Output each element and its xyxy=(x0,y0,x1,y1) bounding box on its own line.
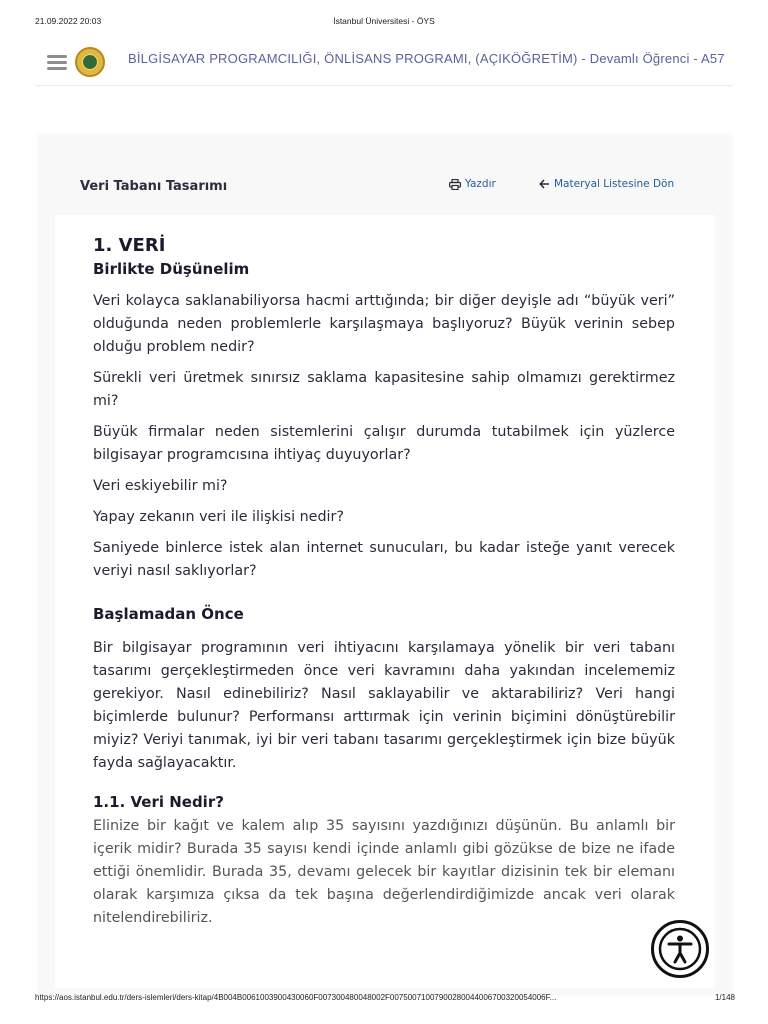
printer-icon xyxy=(449,179,461,190)
paragraph: Sürekli veri üretmek sınırsız saklama kapasitesine sahip olmamızı gerektirmez mi? xyxy=(93,370,675,409)
back-label: Materyal Listesine Dön xyxy=(554,178,675,190)
paragraph: Yapay zekanın veri ile ilişkisi nedir? xyxy=(93,509,344,525)
paragraph: Veri kolayca saklanabiliyorsa hacmi arttığında; bir diğer deyişle adı “büyük veri” olduğunda neden problemlerle karşılaşmaya başlıyoruz? Büyük verinin sebep olduğu problem nedir? xyxy=(93,293,675,355)
print-header xyxy=(0,16,768,30)
section2-paragraph: Bir bilgisayar programının veri ihtiyacını karşılamaya yönelik bir veri tabanı tasarımı gerçekleştirmeden önce veri kavramını daha yakından incelememiz gerekiyor. Nasıl edinebiliriz? Nasıl saklayabilir ve aktarabiliriz? Veri hangi biçimlerde bulunur? Performansı arttırmak için verinin biçimini dönüştürebilir miyiz? Veriyi tanımak, iyi bir veri tabanı tasarımı gerçekleştirmek için bize büyük fayda sağlayacaktır. xyxy=(93,640,675,771)
section2-heading: Başlamadan Önce xyxy=(93,605,244,623)
arrow-left-icon xyxy=(539,179,550,189)
section-heading: 1. VERİ xyxy=(93,235,166,256)
university-logo[interactable] xyxy=(75,47,105,77)
print-button[interactable] xyxy=(449,178,496,190)
section3-paragraph: Elinize bir kağıt ve kalem alıp 35 sayısını yazdığınızı düşünün. Bu anlamlı bir içerik midir? Burada 35 sayısı kendi içinde anlamlı gibi gözükse de bize ne ifade ettiği önemlidir. Burada 35, devamı gelecek bir kayıtlar dizisinin tek bir elemanı olarak karşımıza çıksa da tek başına değerlendirdiğimizde ancak veri olarak nitelendirebiliriz. xyxy=(93,818,675,926)
paragraph: Saniyede binlerce istek alan internet sunucuları, bu kadar isteğe yanıt verecek veriyi nasıl saklıyorlar? xyxy=(93,540,675,579)
program-title: BİLGİSAYAR PROGRAMCILIĞI, ÖNLİSANS PROGRAMI, (AÇIKÖĞRETİM) - Devamlı Öğrenci - A57 xyxy=(128,51,725,66)
material-title: Veri Tabanı Tasarımı xyxy=(80,179,228,194)
page-number: 1/148 xyxy=(714,993,735,1002)
print-date: 21.09.2022 20:03 xyxy=(35,16,102,26)
top-bar xyxy=(35,40,733,86)
paragraph: Veri eskiyebilir mi? xyxy=(93,478,228,494)
paragraph: Büyük firmalar neden sistemlerini çalışır durumda tutabilmek için yüzlerce bilgisayar programcısına ihtiyaç duyuyorlar? xyxy=(93,424,675,463)
content-area xyxy=(55,215,715,988)
section3-heading: 1.1. Veri Nedir? xyxy=(93,793,224,811)
page-url: https://aos.istanbul.edu.tr/ders-islemleri/ders-kitap/4B004B0061003900430060F007300480048002F00750071007900280044006700320054006F... xyxy=(35,993,557,1002)
print-label: Yazdır xyxy=(465,178,496,190)
section-subheading: Birlikte Düşünelim xyxy=(93,260,250,278)
accessibility-button[interactable] xyxy=(651,920,709,978)
print-title: İstanbul Üniversitesi - ÖYS xyxy=(333,16,435,26)
accessibility-icon xyxy=(657,926,703,972)
back-to-list-link[interactable] xyxy=(539,178,674,190)
hamburger-icon[interactable] xyxy=(47,55,67,70)
